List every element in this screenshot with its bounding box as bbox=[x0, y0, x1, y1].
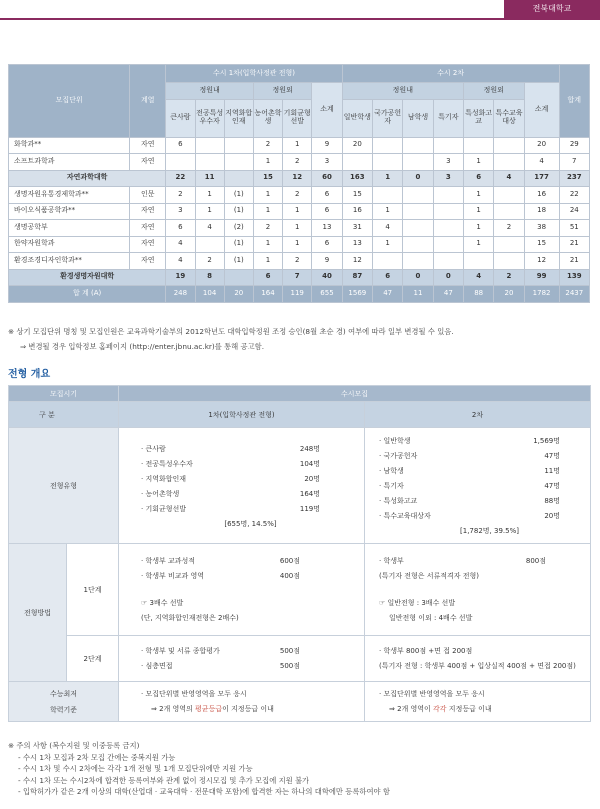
table-cell bbox=[463, 137, 493, 154]
table-cell: 6 bbox=[312, 203, 342, 220]
table-cell: 2 bbox=[166, 187, 195, 204]
stage2-line: (특기자 전형 : 학생부 400점 + 입상실적 400점 + 면접 200점) bbox=[379, 661, 576, 670]
table-cell bbox=[403, 154, 433, 171]
admission-quota-table bbox=[8, 64, 590, 303]
table-cell: 24 bbox=[559, 203, 589, 220]
table-row bbox=[9, 236, 590, 253]
round2-total: [1,782명, 39.5%] bbox=[460, 527, 519, 535]
item-label: · 학생부 및 서류 종합평가 bbox=[141, 644, 220, 659]
table-cell: 3 bbox=[433, 154, 463, 171]
table-cell: 11 bbox=[403, 286, 433, 303]
table-cell: 1 bbox=[195, 203, 224, 220]
caution-title: ※ 주의 사항 (복수지원 및 이중등록 금지) bbox=[8, 741, 140, 750]
item-label: · 지역화합인재 bbox=[141, 472, 186, 487]
row-name: 자연과학대학 bbox=[9, 170, 166, 187]
quota-note bbox=[8, 324, 598, 354]
label-stage1: 1단계 bbox=[67, 544, 119, 636]
row-field: 인문 bbox=[130, 187, 166, 204]
item-note: (특기자 전형은 서류적격자 전형) bbox=[379, 571, 480, 580]
item-value: 47명 bbox=[544, 482, 560, 490]
table-cell: 38 bbox=[524, 220, 559, 237]
row-field: 자연 bbox=[130, 253, 166, 270]
header-time: 모집시기 bbox=[9, 386, 119, 402]
table-cell bbox=[433, 203, 463, 220]
list-item bbox=[141, 502, 320, 517]
table-cell: 19 bbox=[166, 269, 195, 286]
header-susi2: 수시 2차 bbox=[342, 65, 559, 83]
table-cell: 164 bbox=[253, 286, 282, 303]
table-cell: 21 bbox=[559, 236, 589, 253]
table-cell: 12 bbox=[342, 253, 372, 270]
top-bar bbox=[0, 0, 600, 20]
item-value: 400점 bbox=[279, 571, 300, 580]
table-cell: 20 bbox=[524, 137, 559, 154]
table-cell bbox=[373, 253, 403, 270]
table-cell bbox=[433, 137, 463, 154]
table-cell: 1 bbox=[283, 203, 312, 220]
table-row bbox=[9, 170, 590, 187]
table-cell: 16 bbox=[342, 203, 372, 220]
table-cell: 3 bbox=[433, 170, 463, 187]
table-cell: 6 bbox=[373, 269, 403, 286]
row-field: 자연 bbox=[130, 203, 166, 220]
table-cell: 47 bbox=[373, 286, 403, 303]
note-line: ※ 상기 모집단위 명칭 및 모집인원은 교육과학기술부의 2012학년도 대학입학정원 조정 승인(8월 초순 경) 여부에 따라 일부 변경될 수 있음. bbox=[8, 327, 454, 336]
table-cell bbox=[403, 253, 433, 270]
table-cell: 22 bbox=[559, 187, 589, 204]
col-header: 큰사람 bbox=[166, 99, 195, 137]
table-cell: 9 bbox=[312, 253, 342, 270]
header-round1: 1차(입학사정관 전형) bbox=[119, 402, 365, 428]
table-cell bbox=[195, 154, 224, 171]
table-cell: 12 bbox=[524, 253, 559, 270]
table-cell bbox=[224, 170, 253, 187]
table-cell: 3 bbox=[312, 154, 342, 171]
item-label: · 전공특성우수자 bbox=[141, 457, 193, 472]
row-name: 바이오식품공학과** bbox=[9, 203, 130, 220]
table-cell: 0 bbox=[433, 269, 463, 286]
caution-item bbox=[8, 775, 598, 787]
caution-text: 수시 1차 또는 수시2차에 합격한 등록여부와 관계 없이 정시모집 및 추가 모집에 지원 불가 bbox=[22, 775, 310, 785]
table-cell: 1 bbox=[373, 236, 403, 253]
table-cell: 4 bbox=[373, 220, 403, 237]
table-cell: 1 bbox=[283, 236, 312, 253]
table-cell: 4 bbox=[524, 154, 559, 171]
list-item bbox=[379, 434, 560, 449]
table-cell bbox=[373, 137, 403, 154]
table-cell: 2 bbox=[494, 220, 524, 237]
stage1-round2 bbox=[365, 544, 591, 636]
row-name: 한약자원학과 bbox=[9, 236, 130, 253]
item-label: · 심층면접 bbox=[141, 659, 173, 674]
table-cell: 0 bbox=[403, 269, 433, 286]
table-cell: 88 bbox=[463, 286, 493, 303]
label-line: 수능최저 bbox=[49, 689, 78, 698]
label-line: 학력기준 bbox=[49, 705, 78, 714]
row-field: 자연 bbox=[130, 154, 166, 171]
text: ⇒ 2개 영역이 bbox=[389, 704, 434, 713]
table-cell: 20 bbox=[494, 286, 524, 303]
table-cell: 1 bbox=[463, 220, 493, 237]
table-cell: (1) bbox=[224, 253, 253, 270]
header-subtotal-1: 소계 bbox=[312, 83, 342, 138]
table-cell: 4 bbox=[463, 269, 493, 286]
table-cell bbox=[494, 137, 524, 154]
table-cell: 177 bbox=[524, 170, 559, 187]
col-header: 일반학생 bbox=[342, 99, 372, 137]
item-value: 47명 bbox=[544, 452, 560, 460]
header-susi: 수시모집 bbox=[119, 386, 591, 402]
suneung-line: · 모집단위별 반영영역을 모두 응시 bbox=[141, 687, 350, 702]
table-cell: 1 bbox=[463, 154, 493, 171]
row-field: 자연 bbox=[130, 137, 166, 154]
col-header: 기회균형선발 bbox=[283, 99, 312, 137]
col-header: 특성화고교 bbox=[463, 99, 493, 137]
dash: - bbox=[18, 752, 23, 762]
table-cell: 22 bbox=[166, 170, 195, 187]
table-cell: 99 bbox=[524, 269, 559, 286]
table-cell: 2437 bbox=[559, 286, 589, 303]
list-item bbox=[379, 494, 560, 509]
table-cell: 13 bbox=[312, 220, 342, 237]
caution-item bbox=[8, 763, 598, 775]
table-row bbox=[9, 154, 590, 171]
col-header: 특수교육대상 bbox=[494, 99, 524, 137]
col-header: 특기자 bbox=[433, 99, 463, 137]
text: 이 지정등급 이내 bbox=[222, 704, 274, 713]
table-cell: 60 bbox=[312, 170, 342, 187]
table-cell: 1 bbox=[463, 203, 493, 220]
table-cell: 655 bbox=[312, 286, 342, 303]
table-cell bbox=[403, 203, 433, 220]
header-category: 구 분 bbox=[9, 402, 119, 428]
item-value: 20명 bbox=[304, 474, 320, 483]
table-cell: 20 bbox=[224, 286, 253, 303]
table-cell: 1 bbox=[253, 154, 282, 171]
table-cell: 3 bbox=[166, 203, 195, 220]
dash: - bbox=[18, 787, 23, 797]
col-header: 농어촌학생 bbox=[253, 99, 282, 137]
table-cell: 1782 bbox=[524, 286, 559, 303]
table-cell: 1 bbox=[195, 187, 224, 204]
item-points: 800점 bbox=[525, 556, 546, 565]
row-name: 생명공학부 bbox=[9, 220, 130, 237]
row-name: 소프트과학과 bbox=[9, 154, 130, 171]
suneung-round2 bbox=[365, 682, 591, 722]
note-line: ⇒ 변경될 경우 입학정보 홈페이지 (http://enter.jbnu.ac.kr)를 통해 공고함. bbox=[20, 342, 265, 351]
caution-notes bbox=[8, 740, 598, 798]
table-row bbox=[9, 269, 590, 286]
caution-text: 수시 1차 모집과 2차 모집 간에는 중복지원 가능 bbox=[22, 752, 176, 762]
table-cell: 6 bbox=[312, 187, 342, 204]
label-suneung bbox=[9, 682, 119, 722]
col-header: 국가공헌자 bbox=[373, 99, 403, 137]
label-stage2: 2단계 bbox=[67, 636, 119, 682]
table-cell: 21 bbox=[559, 253, 589, 270]
table-cell: 47 bbox=[433, 286, 463, 303]
table-cell: 1 bbox=[283, 137, 312, 154]
selection-ratio: ☞ 일반전형 : 3배수 선발 bbox=[379, 598, 456, 607]
list-item bbox=[141, 554, 300, 569]
table-cell: (1) bbox=[224, 187, 253, 204]
stage2-line: · 학생부 800점 +면 접 200점 bbox=[379, 644, 576, 659]
table-cell: 163 bbox=[342, 170, 372, 187]
item-label: · 일반학생 bbox=[379, 434, 411, 449]
table-row bbox=[9, 137, 590, 154]
table-cell bbox=[373, 154, 403, 171]
text: 지정등급 이내 bbox=[446, 704, 492, 713]
table-cell: (2) bbox=[224, 220, 253, 237]
table-cell: 16 bbox=[524, 187, 559, 204]
table-cell bbox=[342, 154, 372, 171]
item-value: 20명 bbox=[544, 512, 560, 520]
item-label: · 학생부 비교과 영역 bbox=[141, 569, 204, 584]
list-item bbox=[141, 442, 320, 457]
highlight: 평균등급 bbox=[195, 704, 223, 713]
table-cell: (1) bbox=[224, 236, 253, 253]
item-value: 11명 bbox=[544, 467, 560, 475]
table-cell: 119 bbox=[283, 286, 312, 303]
table-cell: 15 bbox=[253, 170, 282, 187]
header-in-1: 정원내 bbox=[166, 83, 254, 100]
item-label: · 남학생 bbox=[379, 464, 404, 479]
table-cell bbox=[373, 187, 403, 204]
table-cell: 51 bbox=[559, 220, 589, 237]
table-cell bbox=[403, 220, 433, 237]
table-cell: 11 bbox=[195, 170, 224, 187]
suneung-line bbox=[379, 702, 576, 717]
table-cell: 40 bbox=[312, 269, 342, 286]
caution-item bbox=[8, 752, 598, 764]
suneung-line bbox=[141, 702, 350, 717]
table-cell: 1 bbox=[253, 253, 282, 270]
table-cell: 1 bbox=[253, 203, 282, 220]
item-label: · 국가공헌자 bbox=[379, 449, 417, 464]
table-row bbox=[9, 187, 590, 204]
header-out-1: 정원외 bbox=[253, 83, 311, 100]
table-body bbox=[9, 137, 590, 302]
table-cell: 6 bbox=[166, 137, 195, 154]
table-cell: 4 bbox=[166, 253, 195, 270]
caution-text: 입학허가가 같은 2개 이상의 대학(산업대 · 교육대학 · 전문대학 포함)에 합격한 자는 하나의 대학에만 등록하여야 함 bbox=[22, 787, 390, 797]
table-cell: 31 bbox=[342, 220, 372, 237]
row-name: 화학과** bbox=[9, 137, 130, 154]
table-row bbox=[9, 253, 590, 270]
table-cell: 2 bbox=[253, 137, 282, 154]
screening-overview-table bbox=[8, 385, 591, 722]
item-label: · 특수교육대상자 bbox=[379, 509, 431, 524]
table-cell: 2 bbox=[195, 253, 224, 270]
item-value: 1,569명 bbox=[533, 437, 560, 445]
table-row bbox=[9, 220, 590, 237]
item-label: · 학생부 교과성적 bbox=[141, 554, 195, 569]
table-cell bbox=[494, 236, 524, 253]
item-value: 500점 bbox=[279, 646, 300, 655]
section-title: 전형 개요 bbox=[8, 369, 51, 380]
table-cell: 2 bbox=[494, 269, 524, 286]
header-susi1: 수시 1차(입학사정관 전형) bbox=[166, 65, 342, 83]
list-item bbox=[141, 659, 300, 674]
table-cell: 1 bbox=[253, 187, 282, 204]
table-cell: 20 bbox=[342, 137, 372, 154]
col-header: 전공특성우수자 bbox=[195, 99, 224, 137]
table-cell bbox=[463, 253, 493, 270]
table-cell: 8 bbox=[195, 269, 224, 286]
dash: - bbox=[18, 775, 23, 785]
list-item bbox=[141, 569, 300, 584]
table-cell: 18 bbox=[524, 203, 559, 220]
selection-note: 일반전형 이외 : 4배수 선발 bbox=[389, 613, 473, 622]
table-cell: 29 bbox=[559, 137, 589, 154]
row-field: 자연 bbox=[130, 220, 166, 237]
col-header: 남학생 bbox=[403, 99, 433, 137]
row-name: 생명자원유통경제학과** bbox=[9, 187, 130, 204]
selection-note: (단, 지역화합인재전형은 2배수) bbox=[141, 613, 239, 622]
header-total: 합계 bbox=[559, 65, 589, 138]
round1-total: [655명, 14.5%] bbox=[224, 519, 277, 528]
round2-types bbox=[365, 428, 591, 544]
caution-text: 수시 1차 및 수시 2차에는 각각 1개 전형 및 1개 모집단위에만 지원 가능 bbox=[22, 764, 253, 774]
item-label: · 기회균형선발 bbox=[141, 502, 186, 517]
table-cell bbox=[494, 187, 524, 204]
stage2-round2 bbox=[365, 636, 591, 682]
table-cell: 139 bbox=[559, 269, 589, 286]
table-cell: 248 bbox=[166, 286, 195, 303]
table-cell: 9 bbox=[312, 137, 342, 154]
table-cell: 6 bbox=[166, 220, 195, 237]
table-cell bbox=[433, 236, 463, 253]
table-cell: 1 bbox=[463, 187, 493, 204]
table-cell bbox=[403, 187, 433, 204]
table-cell bbox=[403, 236, 433, 253]
selection-ratio: ☞ 3배수 선발 bbox=[141, 598, 184, 607]
table-cell: 1 bbox=[463, 236, 493, 253]
caution-item bbox=[8, 786, 598, 798]
item-value: 600점 bbox=[279, 556, 300, 565]
table-cell bbox=[494, 154, 524, 171]
label-type: 전형유형 bbox=[9, 428, 119, 544]
table-cell: 15 bbox=[342, 187, 372, 204]
table-cell: 1 bbox=[373, 203, 403, 220]
header-subtotal-2: 소계 bbox=[524, 83, 559, 138]
suneung-line: · 모집단위별 반영영역을 모두 응시 bbox=[379, 687, 576, 702]
item-value: 104명 bbox=[299, 459, 320, 468]
table-cell bbox=[433, 220, 463, 237]
col-header: 지역화합인재 bbox=[224, 99, 253, 137]
item-value: 500점 bbox=[279, 661, 300, 670]
table-cell: 4 bbox=[195, 220, 224, 237]
table-cell: 2 bbox=[283, 154, 312, 171]
table-cell: 0 bbox=[403, 170, 433, 187]
item-label: · 특기자 bbox=[379, 479, 404, 494]
item-value: 88명 bbox=[544, 497, 560, 505]
item-label: · 특성화고교 bbox=[379, 494, 417, 509]
row-field: 자연 bbox=[130, 236, 166, 253]
header-round2: 2차 bbox=[365, 402, 591, 428]
table-cell: 2 bbox=[283, 187, 312, 204]
table-cell bbox=[224, 154, 253, 171]
list-item bbox=[379, 464, 560, 479]
table-cell: 13 bbox=[342, 236, 372, 253]
list-item bbox=[141, 644, 300, 659]
table-cell bbox=[494, 203, 524, 220]
table-cell: 15 bbox=[524, 236, 559, 253]
table-cell bbox=[224, 137, 253, 154]
table-cell: 2 bbox=[253, 220, 282, 237]
table-cell bbox=[195, 137, 224, 154]
dash: - bbox=[18, 764, 23, 774]
table-cell: 12 bbox=[283, 170, 312, 187]
row-name: 합 계 (A) bbox=[9, 286, 166, 303]
university-tag: 전북대학교 bbox=[504, 0, 600, 18]
table-cell: 6 bbox=[253, 269, 282, 286]
header-field: 계열 bbox=[130, 65, 166, 138]
table-cell: 2 bbox=[283, 253, 312, 270]
list-item bbox=[141, 487, 320, 502]
list-item bbox=[379, 449, 560, 464]
table-cell bbox=[433, 253, 463, 270]
item-value: 248명 bbox=[299, 444, 320, 453]
table-cell bbox=[403, 137, 433, 154]
list-item bbox=[141, 457, 320, 472]
table-row bbox=[9, 286, 590, 303]
table-cell: 237 bbox=[559, 170, 589, 187]
list-item bbox=[379, 479, 560, 494]
header-in-2: 정원내 bbox=[342, 83, 463, 100]
list-item bbox=[379, 509, 560, 524]
table-cell: 7 bbox=[559, 154, 589, 171]
table-cell: 1 bbox=[253, 236, 282, 253]
table-cell bbox=[224, 269, 253, 286]
stage1-round1 bbox=[119, 544, 365, 636]
item-label: · 큰사람 bbox=[141, 442, 166, 457]
table-cell: 6 bbox=[463, 170, 493, 187]
row-name: 환경조경디자인학과** bbox=[9, 253, 130, 270]
item-value: 119명 bbox=[299, 504, 320, 513]
table-cell: 1 bbox=[373, 170, 403, 187]
item-label: · 학생부 bbox=[379, 554, 404, 569]
table-cell bbox=[166, 154, 195, 171]
header-unit: 모집단위 bbox=[9, 65, 130, 138]
row-name: 환경생명자원대학 bbox=[9, 269, 166, 286]
table-cell: (1) bbox=[224, 203, 253, 220]
table-cell bbox=[433, 187, 463, 204]
header-out-2: 정원외 bbox=[463, 83, 524, 100]
suneung-round1 bbox=[119, 682, 365, 722]
table-cell: 104 bbox=[195, 286, 224, 303]
table-cell: 4 bbox=[166, 236, 195, 253]
round1-types bbox=[119, 428, 365, 544]
table-row bbox=[9, 203, 590, 220]
table-cell: 1569 bbox=[342, 286, 372, 303]
label-method: 전형방법 bbox=[9, 544, 67, 682]
list-item bbox=[141, 472, 320, 487]
stage2-round1 bbox=[119, 636, 365, 682]
item-value: 164명 bbox=[299, 489, 320, 498]
table-cell bbox=[195, 236, 224, 253]
text: ⇒ 2개 영역의 bbox=[151, 704, 196, 713]
highlight: 각각 bbox=[433, 704, 447, 713]
table-cell: 4 bbox=[494, 170, 524, 187]
table-cell: 1 bbox=[283, 220, 312, 237]
table-cell: 87 bbox=[342, 269, 372, 286]
table-cell: 6 bbox=[312, 236, 342, 253]
table-cell: 7 bbox=[283, 269, 312, 286]
table-cell bbox=[494, 253, 524, 270]
item-label: · 농어촌학생 bbox=[141, 487, 179, 502]
